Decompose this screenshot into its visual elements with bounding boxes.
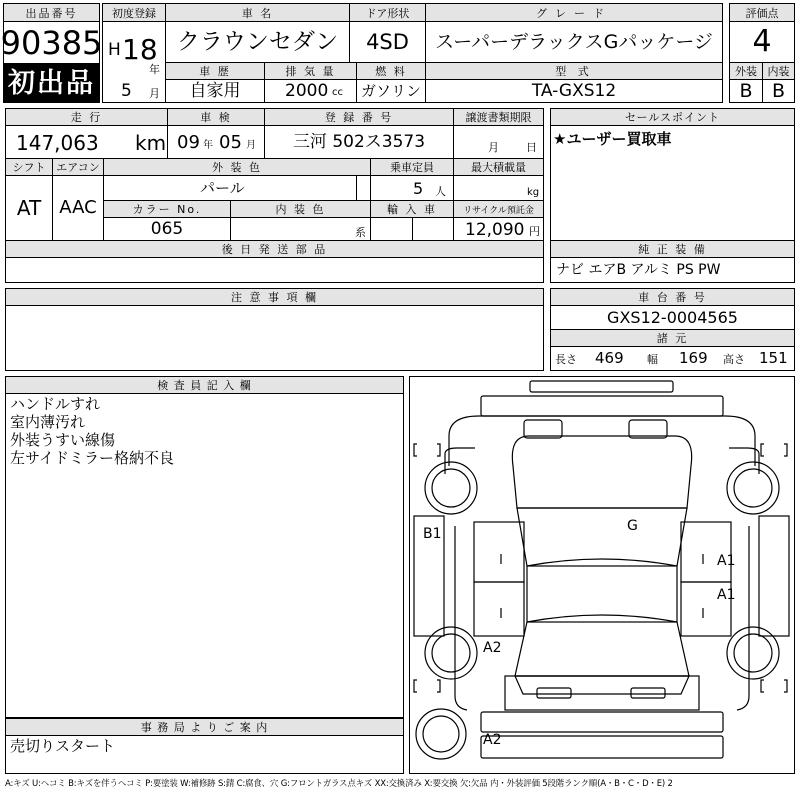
interior-color-cell: [230, 217, 371, 241]
capacity-cell: [370, 175, 454, 201]
inspector-note: 左サイドミラー格納不良: [10, 449, 174, 467]
plate-number: 三河 502ス3573: [292, 131, 426, 152]
office-label: 事 務 局 よ り ご 案 内: [5, 718, 404, 736]
later-parts-label: 後 日 発 送 部 品: [5, 240, 544, 258]
color-number-label: カラー No.: [103, 200, 231, 218]
inspection-cell: [167, 125, 265, 159]
lot-number-cell: [0, 21, 103, 64]
shift-cell: [5, 175, 53, 241]
score-cell: [729, 21, 795, 63]
aircon-cell: [52, 175, 104, 241]
notes-label: 注 意 事 項 欄: [5, 288, 544, 306]
color-label: 外 装 色: [103, 158, 371, 176]
inspection-year: 09: [177, 132, 200, 153]
width-label: 幅: [647, 353, 658, 366]
chassis-cell: [550, 305, 795, 330]
registration-year-unit: 年: [149, 63, 160, 76]
height-label: 高さ: [723, 353, 745, 366]
transfer-deadline-label: 譲渡書類期限: [453, 108, 544, 126]
exterior-grade: B: [739, 79, 753, 102]
history: 自家用: [189, 80, 241, 101]
mileage-unit: km: [135, 131, 167, 155]
shift-label: シフト: [5, 158, 53, 176]
grade: スーパーデラックスGパッケージ: [435, 30, 713, 53]
capacity-label: 乗車定員: [370, 158, 454, 176]
damage-mark-g: G: [627, 518, 638, 534]
recycle-fee-unit: 円: [529, 225, 540, 238]
color-number-cell: [103, 217, 231, 241]
damage-mark-b1: B1: [423, 526, 442, 542]
vehicle-damage-diagram: [409, 376, 795, 774]
transfer-day-unit: 日: [526, 141, 537, 154]
recycle-fee-cell: [453, 217, 544, 241]
mileage-label: 走 行: [5, 108, 168, 126]
length: 469: [595, 349, 624, 367]
registration-era: H: [108, 40, 121, 60]
fuel: ガソリン: [360, 81, 421, 100]
inspection-label: 車 検: [167, 108, 265, 126]
transfer-month-unit: 月: [488, 141, 499, 154]
displacement-cell: [264, 79, 357, 103]
door-type-label: ドア形状: [349, 3, 426, 22]
mileage-cell: [5, 125, 168, 159]
capacity-unit: 人: [435, 185, 446, 198]
inspection-month: 05: [219, 132, 242, 153]
displacement: 2000: [285, 81, 329, 101]
mileage: 147,063: [16, 131, 99, 155]
registration-month: 5: [121, 81, 132, 101]
inspector-note: 室内薄汚れ: [10, 413, 86, 431]
damage-mark-a1-lower: A1: [717, 587, 736, 603]
later-parts-cell: [5, 257, 544, 283]
notes-cell: [5, 305, 544, 371]
car-name-cell: [165, 21, 350, 63]
damage-mark-a2-left: A2: [483, 640, 502, 656]
interior-grade-label: 内装: [762, 62, 795, 80]
history-label: 車 歴: [165, 62, 265, 80]
exterior-grade-cell: [729, 79, 763, 103]
lot-number: 90385: [0, 23, 103, 62]
inspection-year-unit: 年: [203, 140, 213, 151]
sales-point-cell: [550, 125, 795, 241]
registration-year: 18: [122, 33, 158, 66]
color-divider: [356, 175, 357, 201]
model-label: 型 式: [425, 62, 723, 80]
width: 169: [679, 349, 708, 367]
exterior-grade-label: 外装: [729, 62, 763, 80]
damage-mark-a1-upper: A1: [717, 553, 736, 569]
shift: AT: [16, 196, 42, 220]
registration-month-unit: 月: [149, 87, 160, 100]
displacement-label: 排 気 量: [264, 62, 357, 80]
color-cell: [103, 175, 371, 201]
fuel-cell: [356, 79, 426, 103]
max-load-cell: [453, 175, 544, 201]
sales-point-label: セールスポイント: [550, 108, 795, 126]
inspector-notes-cell: [5, 393, 404, 718]
inspector-label: 検 査 員 記 入 欄: [5, 376, 404, 394]
import-divider: [412, 217, 413, 241]
damage-legend: A:キズ U:ヘコミ B:キズを伴うヘコミ P:要塗装 W:補修跡 S:錆 C:腐食、穴 G:フロントガラス点キズ XX:交換済み X:要交換 欠:欠品 内・外装評価 5段階ランク順(A・B・C・D・E) 2: [5, 779, 673, 789]
car-name-label: 車 名: [165, 3, 350, 22]
interior-color-label: 内 装 色: [230, 200, 371, 218]
grade-cell: [425, 21, 723, 63]
interior-grade-cell: [762, 79, 795, 103]
color-number: 065: [150, 218, 184, 239]
score: 4: [752, 24, 772, 59]
aircon: AAC: [59, 197, 97, 218]
first-registration-cell: [102, 21, 166, 103]
first-registration-label: 初度登録: [102, 3, 166, 22]
dimensions-label: 諸 元: [550, 329, 795, 347]
height: 151: [759, 349, 788, 367]
equipment-label: 純 正 装 備: [550, 240, 795, 258]
inspector-note: 外装うすい線傷: [10, 431, 116, 449]
transfer-deadline-cell: [453, 125, 544, 159]
plate-label: 登 録 番 号: [264, 108, 454, 126]
office-message-cell: [5, 735, 404, 774]
capacity: 5: [413, 179, 424, 198]
fuel-label: 燃 料: [356, 62, 426, 80]
inspector-note: ハンドルすれ: [10, 395, 101, 413]
door-type: 4SD: [366, 29, 409, 54]
damage-mark-a2-bottom: A2: [483, 732, 502, 748]
grade-label: グレード: [425, 3, 723, 22]
length-label: 長さ: [555, 353, 577, 366]
model: TA-GXS12: [531, 80, 617, 101]
equipment-cell: [550, 257, 795, 283]
recycle-fee-label: リサイクル預託金: [453, 200, 544, 218]
office-message: 売切りスタート: [10, 737, 116, 755]
history-cell: [165, 79, 265, 103]
sales-point: ★ユーザー買取車: [553, 130, 672, 148]
max-load-label: 最大積載量: [453, 158, 544, 176]
first-listing-badge: [3, 63, 100, 103]
interior-color-suffix: 系: [355, 226, 366, 239]
dimensions-cell: [550, 346, 795, 371]
car-name: クラウンセダン: [176, 28, 339, 55]
color: パール: [200, 179, 245, 197]
lot-number-label: 出品番号: [3, 3, 100, 22]
aircon-label: エアコン: [52, 158, 104, 176]
displacement-unit: cc: [332, 87, 343, 98]
inspection-month-unit: 月: [246, 140, 256, 151]
score-label: 評価点: [729, 3, 795, 22]
door-type-cell: [349, 21, 426, 63]
equipment: ナビ エアB アルミ PS PW: [556, 262, 721, 278]
chassis-number: GXS12-0004565: [607, 307, 738, 327]
plate-cell: [264, 125, 454, 159]
first-listing-text: 初出品: [8, 67, 95, 99]
interior-grade: B: [771, 79, 786, 102]
recycle-fee: 12,090: [465, 220, 525, 240]
max-load-unit: kg: [527, 187, 540, 198]
model-cell: [425, 79, 723, 103]
import-label: 輸 入 車: [370, 200, 454, 218]
chassis-label: 車 台 番 号: [550, 288, 795, 306]
